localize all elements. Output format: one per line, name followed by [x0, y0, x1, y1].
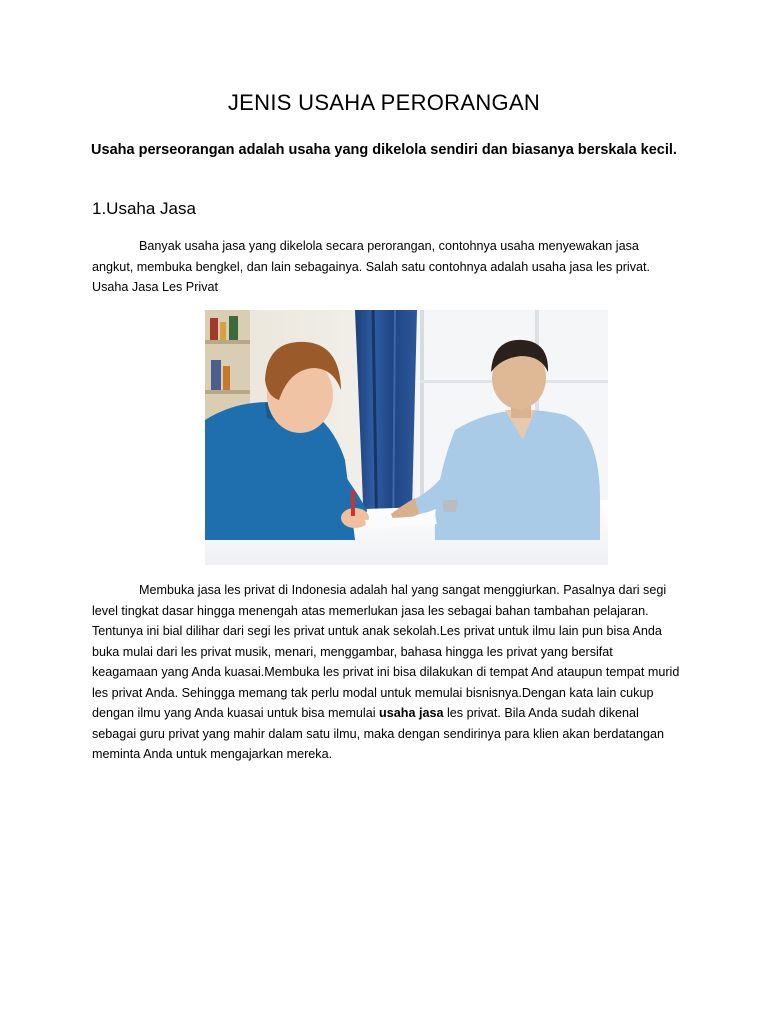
paragraph-body	[92, 580, 682, 765]
document-title: JENIS USAHA PERORANGAN	[227, 90, 541, 115]
tutoring-illustration	[205, 310, 608, 565]
document-subtitle: Usaha perseorangan adalah usaha yang dikelola sendiri dan biasanya berskala kecil.	[91, 142, 677, 158]
paragraph-body-bold-phrase: usaha jasa	[379, 706, 444, 720]
tutoring-photo	[205, 310, 608, 565]
paragraph-body-text-part1: Membuka jasa les privat di Indonesia adalah hal yang sangat menggiurkan. Pasalnya dari segi level tingkat dasar hingga menengah atas memerlukan jasa les sebagai bahan tambahan pelajaran. Tentunya ini bial dilihar dari segi les privat untuk anak sekolah.Les privat untuk ilmu lain pun bisa Anda buka mulai dari les privat musik, menari, menggambar, bahasa hingga les privat yang bersifat keagamaan yang Anda kuasai.Membuka les privat ini bisa dilakukan di tempat And ataupun tempat murid les privat Anda. Sehingga memang tak perlu modal untuk memulai bisnisnya.Dengan kata lain cukup dengan ilmu yang Anda kuasai untuk bisa memulai	[92, 583, 680, 720]
section-heading: 1.Usaha Jasa	[92, 199, 196, 218]
paragraph-intro-text: Banyak usaha jasa yang dikelola secara perorangan, contohnya usaha menyewakan jasa angkut, membuka bengkel, dan lain sebagainya. Salah satu contohnya adalah usaha jasa les privat. Usaha Jasa Les Privat	[92, 239, 650, 294]
paragraph-body-text-part2: les privat. Bila Anda sudah dikenal sebagai guru privat yang mahir dalam satu ilmu, maka dengan sendirinya para klien akan berdatangan meminta Anda untuk mengajarkan mereka.	[92, 706, 664, 761]
paragraph-intro	[92, 236, 682, 298]
paragraph-body-text	[92, 580, 682, 765]
